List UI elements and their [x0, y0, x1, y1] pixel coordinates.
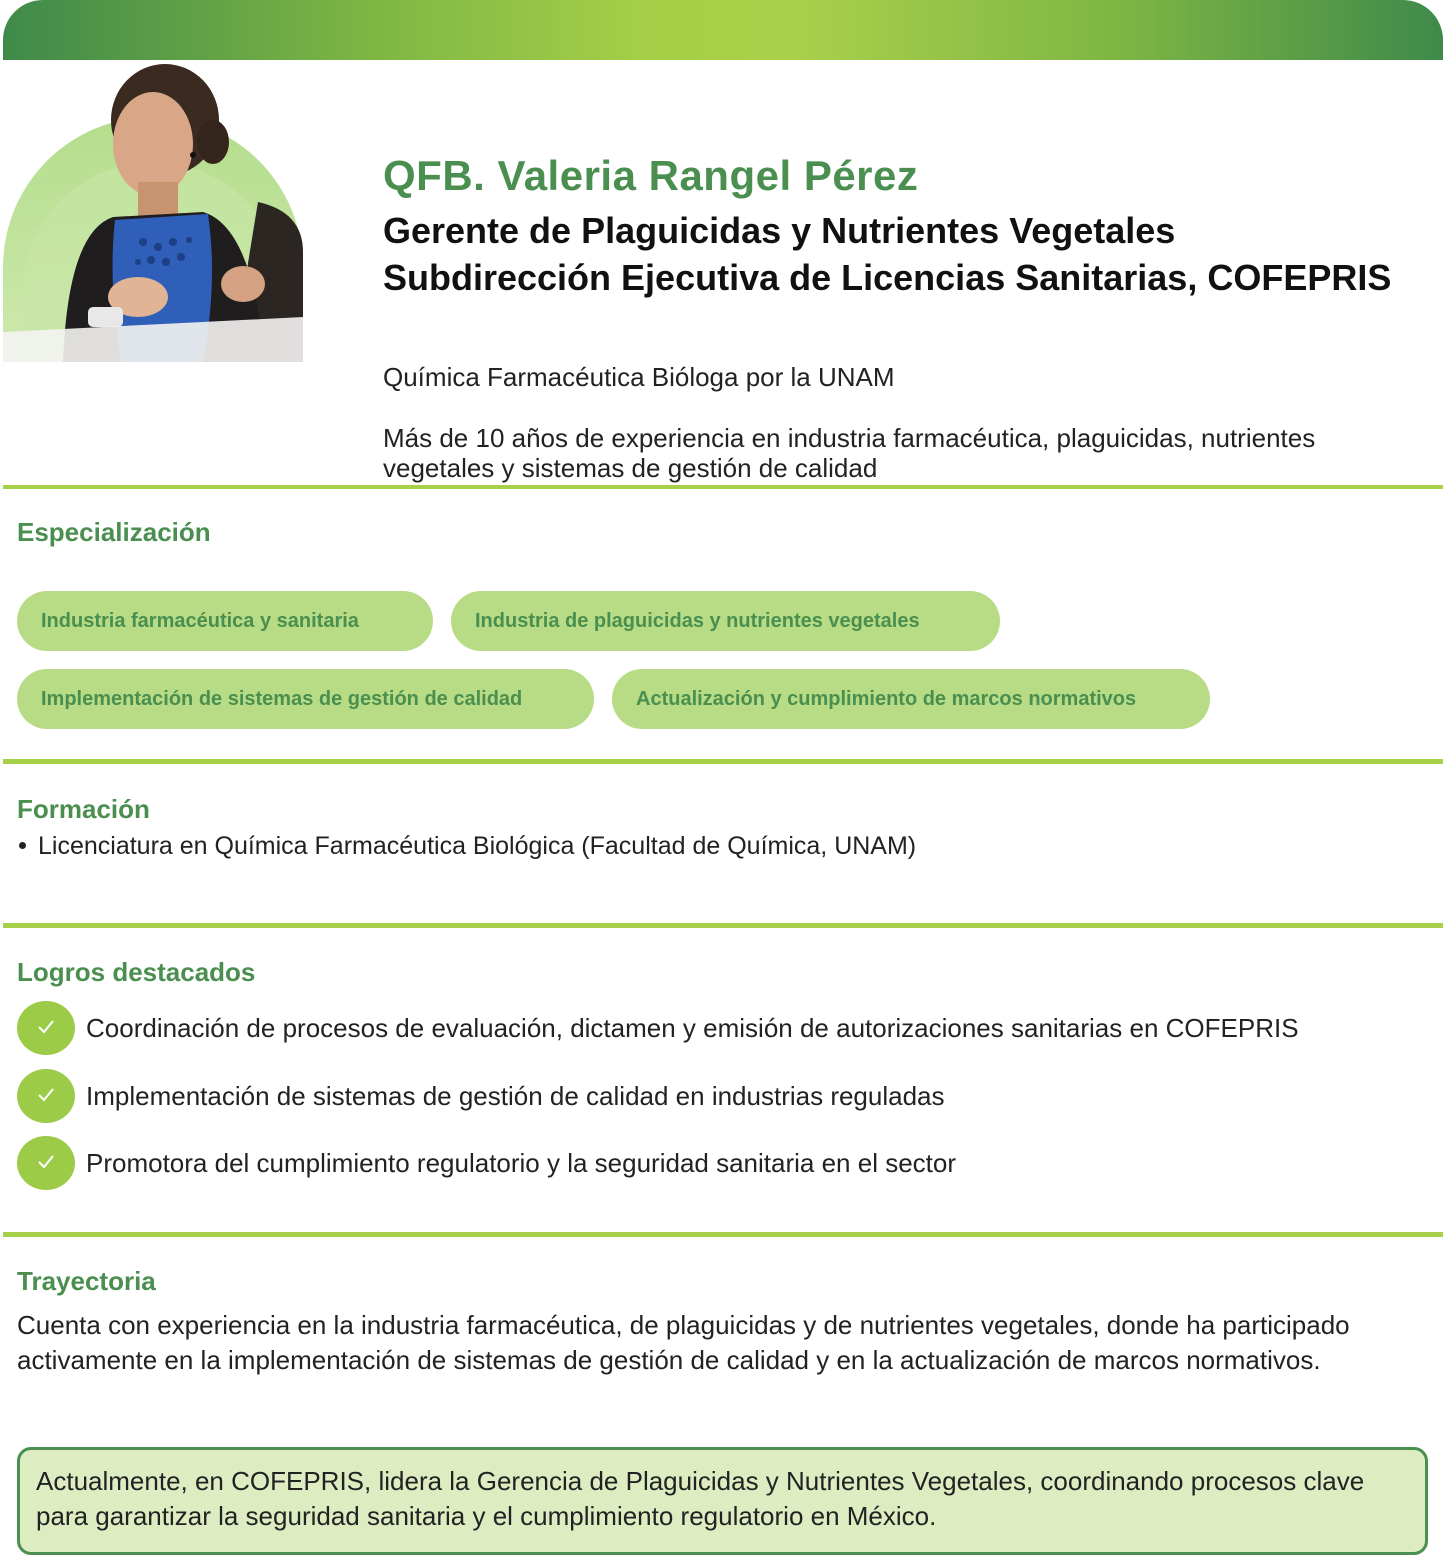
- section-divider: [3, 759, 1443, 764]
- check-icon: [17, 1069, 75, 1123]
- role-department: Subdirección Ejecutiva de Licencias Sanitarias, COFEPRIS: [383, 257, 1392, 298]
- profile-name: QFB. Valeria Rangel Pérez: [383, 152, 919, 199]
- specialization-chip: Industria de plaguicidas y nutrientes vegetales: [451, 591, 1000, 651]
- check-icon: [17, 1001, 75, 1055]
- achievement-text: Implementación de sistemas de gestión de calidad en industrias reguladas: [86, 1081, 945, 1111]
- person-illustration: [3, 62, 303, 362]
- profile-degree: Química Farmacéutica Bióloga por la UNAM: [383, 362, 895, 392]
- achievement-item: [17, 1136, 1417, 1192]
- section-divider: [3, 485, 1443, 489]
- achievement-item: [17, 1069, 1417, 1125]
- header-gradient-bar: [3, 0, 1443, 60]
- bullet-icon: [19, 842, 26, 849]
- achievement-item: [17, 1001, 1417, 1057]
- specialization-chip: Actualización y cumplimiento de marcos normativos: [612, 669, 1210, 729]
- education-item: [17, 832, 916, 861]
- education-item-text: Licenciatura en Química Farmacéutica Biológica (Facultad de Química, UNAM): [38, 832, 917, 860]
- role-title: Gerente de Plaguicidas y Nutrientes Vegetales: [383, 210, 1176, 251]
- achievement-text: Coordinación de procesos de evaluación, dictamen y emisión de autorizaciones sanitarias en COFEPRIS: [86, 1013, 1299, 1043]
- career-title: Trayectoria: [17, 1266, 156, 1296]
- achievement-text: Promotora del cumplimiento regulatorio y la seguridad sanitaria en el sector: [86, 1148, 956, 1178]
- specialization-chip: Implementación de sistemas de gestión de calidad: [17, 669, 594, 729]
- section-divider: [3, 923, 1443, 928]
- profile-experience: Más de 10 años de experiencia en industria farmacéutica, plaguicidas, nutrientes vegetales y sistemas de gestión de calidad: [383, 423, 1316, 483]
- profile-photo: [3, 62, 303, 362]
- specialization-chip: Industria farmacéutica y sanitaria: [17, 591, 433, 651]
- achievements-title: Logros destacados: [17, 957, 256, 987]
- specialization-title: Especialización: [17, 517, 211, 547]
- check-icon: [17, 1136, 75, 1190]
- career-highlight-callout: Actualmente, en COFEPRIS, lidera la Gerencia de Plaguicidas y Nutrientes Vegetales, coordinando procesos clave para garantizar la seguridad sanitaria y el cumplimiento regulatorio en México.: [17, 1447, 1428, 1555]
- profile-role: [383, 207, 1393, 301]
- section-divider: [3, 1232, 1443, 1237]
- education-title: Formación: [17, 794, 150, 824]
- career-text: Cuenta con experiencia en la industria farmacéutica, de plaguicidas y de nutrientes vegetales, donde ha participado activamente en la implementación de sistemas de gestión de calidad y en la actualización de marcos normativos.: [17, 1310, 1350, 1375]
